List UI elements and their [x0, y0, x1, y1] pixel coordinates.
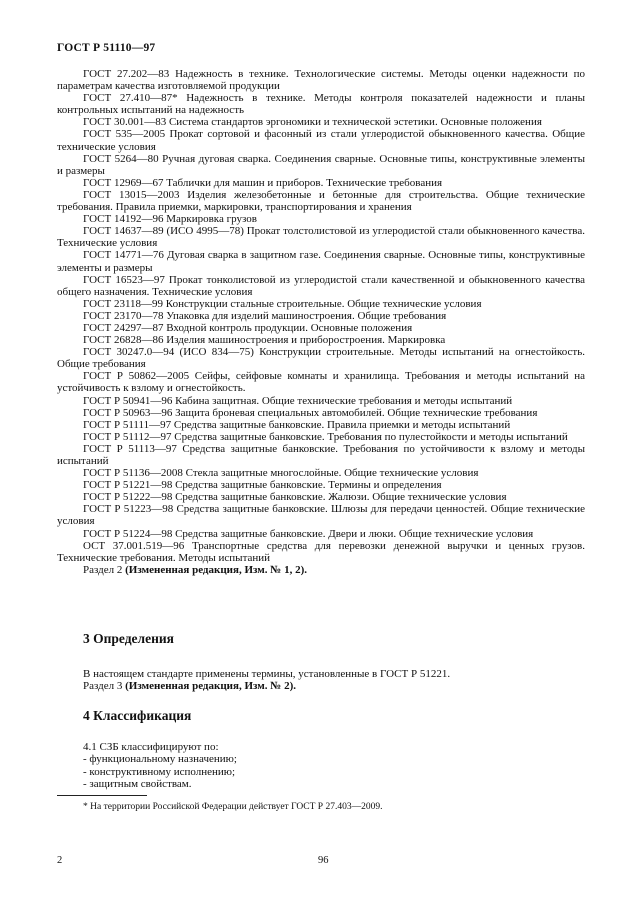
page-number-center: 96	[318, 855, 329, 866]
reference-item: ГОСТ Р 51111—97 Средства защитные банковские. Правила приемки и методы испытаний	[83, 418, 511, 431]
section3-title: 3 Определения	[83, 631, 174, 646]
normative-references-list	[57, 68, 585, 576]
section4-intro: 4.1 СЗБ классифицируют по:	[83, 741, 219, 753]
reference-item: ГОСТ 26828—86 Изделия машиностроения и приборостроения. Маркировка	[83, 334, 446, 347]
reference-item: ГОСТ Р 51113—97 Средства защитные банковские. Требования по устойчивости к взлому и методы испытаний	[57, 442, 585, 467]
section3-amendment-note	[83, 680, 583, 692]
reference-item: ГОСТ 30.001—83 Система стандартов эргономики и технической эстетики. Основные положения	[83, 116, 542, 129]
reference-item: ОСТ 37.001.519—96 Транспортные средства для перевозки денежной выручки и ценных грузов. Технические требования. Методы испытаний	[57, 539, 585, 564]
reference-item: ГОСТ Р 51136—2008 Стекла защитные многослойные. Общие технические условия	[83, 467, 479, 480]
classification-item: - защитным свойствам.	[83, 777, 192, 790]
section3-note-prefix: Раздел 3	[83, 680, 126, 693]
reference-item: ГОСТ Р 50862—2005 Сейфы, сейфовые комнаты и хранилища. Требования и методы испытаний на устойчивость к взлому и огнестойкость.	[57, 370, 585, 395]
reference-item: ГОСТ Р 51223—98 Средства защитные банковские. Шлюзы для передачи ценностей. Общие технические условия	[57, 503, 585, 528]
reference-item: ГОСТ 12969—67 Таблички для машин и приборов. Технические требования	[83, 176, 443, 189]
reference-item: ГОСТ 23170—78 Упаковка для изделий машиностроения. Общие требования	[83, 309, 447, 322]
reference-item: ГОСТ 24297—87 Входной контроль продукции. Основные положения	[83, 321, 413, 334]
reference-item: ГОСТ 23118—99 Конструкции стальные строительные. Общие технические условия	[83, 297, 482, 310]
section2-note-prefix: Раздел 2	[83, 563, 126, 576]
section2-note-bold: (Измененная редакция, Изм. № 1, 2).	[125, 563, 307, 576]
reference-item: ГОСТ Р 51224—98 Средства защитные банковские. Двери и люки. Общие технические условия	[83, 527, 534, 540]
reference-item: ГОСТ Р 51112—97 Средства защитные банковские. Требования по пулестойкости и методы испытаний	[83, 430, 568, 443]
reference-item: ГОСТ 5264—80 Ручная дуговая сварка. Соединения сварные. Основные типы, конструктивные элементы и размеры	[57, 152, 585, 177]
section3-body	[83, 668, 583, 693]
reference-item: ГОСТ Р 50941—96 Кабина защитная. Общие технические требования и методы испытаний	[83, 394, 513, 407]
reference-item: ГОСТ 535—2005 Прокат сортовой и фасонный из стали углеродистой обыкновенного качества. Общие технические условия	[57, 128, 585, 153]
reference-item: ГОСТ 14771—76 Дуговая сварка в защитном газе. Соединения сварные. Основные типы, конструктивные элементы и размеры	[57, 249, 585, 274]
reference-item: ГОСТ Р 51221—98 Средства защитные банковские. Термины и определения	[83, 479, 442, 492]
reference-item: ГОСТ 14637—89 (ИСО 4995—78) Прокат толстолистовой из углеродистой стали обыкновенного качества. Технические условия	[57, 225, 585, 250]
document-header: ГОСТ Р 51110—97	[57, 42, 156, 54]
classification-item: - функциональному назначению;	[83, 753, 237, 766]
reference-item: ГОСТ 16523—97 Прокат тонколистовой из углеродистой стали качественной и обыкновенного качества общего назначения. Технические условия	[57, 273, 585, 298]
reference-item: ГОСТ 27.410—87* Надежность в технике. Методы контроля показателей надежности и планы контрольных испытаний на надежность	[57, 92, 585, 117]
reference-item: ГОСТ Р 51222—98 Средства защитные банковские. Жалюзи. Общие технические условия	[83, 491, 507, 504]
reference-item: ГОСТ 27.202—83 Надежность в технике. Технологические системы. Методы оценки надежности по параметрам качества изготовляемой продукции	[57, 68, 585, 93]
reference-item: ГОСТ Р 50963—96 Защита броневая специальных автомобилей. Общие технические требования	[83, 406, 538, 419]
page-number-left: 2	[57, 855, 63, 866]
section2-amendment-note	[57, 564, 585, 576]
classification-item: - конструктивному исполнению;	[83, 765, 236, 778]
footnote: * На территории Российской Федерации действует ГОСТ Р 27.403—2009.	[83, 802, 383, 812]
section4-body	[83, 741, 583, 790]
reference-item: ГОСТ 13015—2003 Изделия железобетонные и бетонные для строительства. Общие технические требования. Правила приемки, маркировки, транспортирования и хранения	[57, 188, 585, 214]
reference-item: ГОСТ 14192—96 Маркировка грузов	[83, 213, 257, 226]
footnote-divider	[57, 795, 147, 796]
section3-note-bold: (Измененная редакция, Изм. № 2).	[125, 680, 296, 693]
section4-title: 4 Классификация	[83, 708, 192, 723]
reference-item: ГОСТ 30247.0—94 (ИСО 834—75) Конструкции строительные. Методы испытаний на огнестойкость. Общие требования	[57, 346, 585, 371]
section3-text: В настоящем стандарте применены термины, установленные в ГОСТ Р 51221.	[83, 668, 451, 680]
